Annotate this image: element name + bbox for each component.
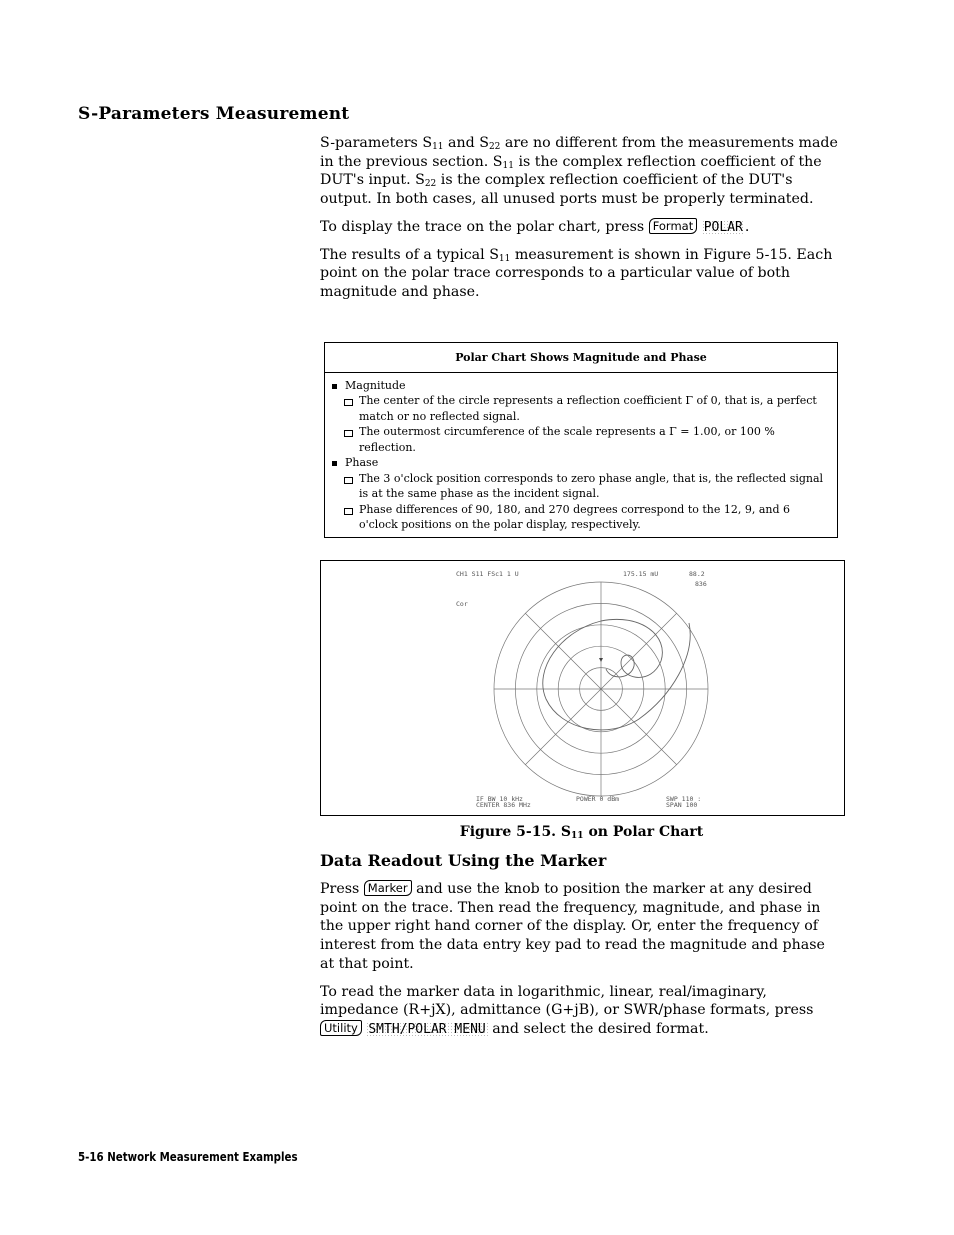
page-footer: 5-16 Network Measurement Examples xyxy=(78,1149,298,1164)
polar-chart-figure xyxy=(320,560,845,816)
screen-marker-freq: 836 xyxy=(695,580,707,588)
marker-key[interactable]: Marker xyxy=(364,880,412,896)
polar-softkey[interactable]: POLAR xyxy=(703,219,743,235)
utility-key[interactable]: Utility xyxy=(320,1020,362,1036)
section-heading: S-Parameters Measurement xyxy=(78,104,350,124)
info-box-title: Polar Chart Shows Magnitude and Phase xyxy=(325,343,837,373)
screen-span: SPAN 100 xyxy=(666,801,698,809)
screen-marker-phase: 88.2 xyxy=(689,570,705,578)
screen-sweep: SWP 110 : xyxy=(666,795,702,803)
magnitude-item-2: The outermost circumference of the scale represents a Γ = 1.00, or 100 % reflection. xyxy=(329,424,829,455)
phase-item-2: Phase differences of 90, 180, and 270 degrees correspond to the 12, 9, and 6 o'clock positions on the polar display, respectively. xyxy=(329,502,829,533)
intro-text xyxy=(320,134,840,302)
marker-paragraph-1: Press Marker and use the knob to position the marker at any desired point on the trace. Then read the frequency, magnitude, and phase in the upper right hand corner of the display. Or, enter the frequency of interest from the data entry key pad to read the magnitude and phase at that point. xyxy=(320,881,825,972)
screen-power: POWER 0 dBm xyxy=(576,795,620,803)
screen-ifbw: IF BW 10 kHz xyxy=(476,795,523,803)
phase-bullet: Phase xyxy=(329,455,829,471)
marker-text xyxy=(320,880,840,1039)
screen-channel-label: CH1 S11 FSc1 1 U xyxy=(456,570,519,578)
phase-item-1: The 3 o'clock position corresponds to zero phase angle, that is, the reflected signal is at the same phase as the incident signal. xyxy=(329,471,829,502)
figure-caption: Figure 5-15. $S_{11}$ on Polar Chart xyxy=(459,824,704,841)
screen-cor-label: Cor xyxy=(456,600,468,608)
intro-paragraph-2: To display the trace on the polar chart, press Format POLAR . xyxy=(320,218,750,235)
intro-paragraph-3: The results of a typical $S_{11}$ measurement is shown in Figure 5-15. Each point on the polar trace corresponds to a particular value of both magnitude and phase. xyxy=(320,246,833,300)
marker-triangle[interactable] xyxy=(599,658,603,662)
polar-grid xyxy=(494,582,708,796)
screen-center: CENTER 836 MHz xyxy=(476,801,531,809)
format-key[interactable]: Format xyxy=(649,218,698,234)
screen-marker-value: 175.15 mU xyxy=(623,570,659,578)
polar-chart-info-box xyxy=(324,342,838,538)
polar-chart-screen xyxy=(321,561,844,815)
magnitude-bullet: Magnitude xyxy=(329,378,829,394)
smth-polar-menu-softkey[interactable]: SMTH/POLAR MENU xyxy=(368,1021,486,1037)
marker-paragraph-2: To read the marker data in logarithmic, linear, real/imaginary, impedance (R+jX), admittance (G+jB), or SWR/phase formats, press Utility SMTH/POLAR MENU and select the desired format. xyxy=(320,983,814,1037)
intro-paragraph-1: S-parameters $S_{11}$ and $S_{22}$ are no different from the measurements made in the previous section. $S_{11}$ is the complex reflection coefficient of the DUT's input. $S_{22}$ is the complex reflection coefficient of the DUT's output. In both cases, all unused ports must be properly terminated. xyxy=(320,135,838,208)
magnitude-item-1: The center of the circle represents a reflection coefficient Γ of 0, that is, a perfect match or no reflected signal. xyxy=(329,393,829,424)
subsection-heading: Data Readout Using the Marker xyxy=(320,851,607,870)
